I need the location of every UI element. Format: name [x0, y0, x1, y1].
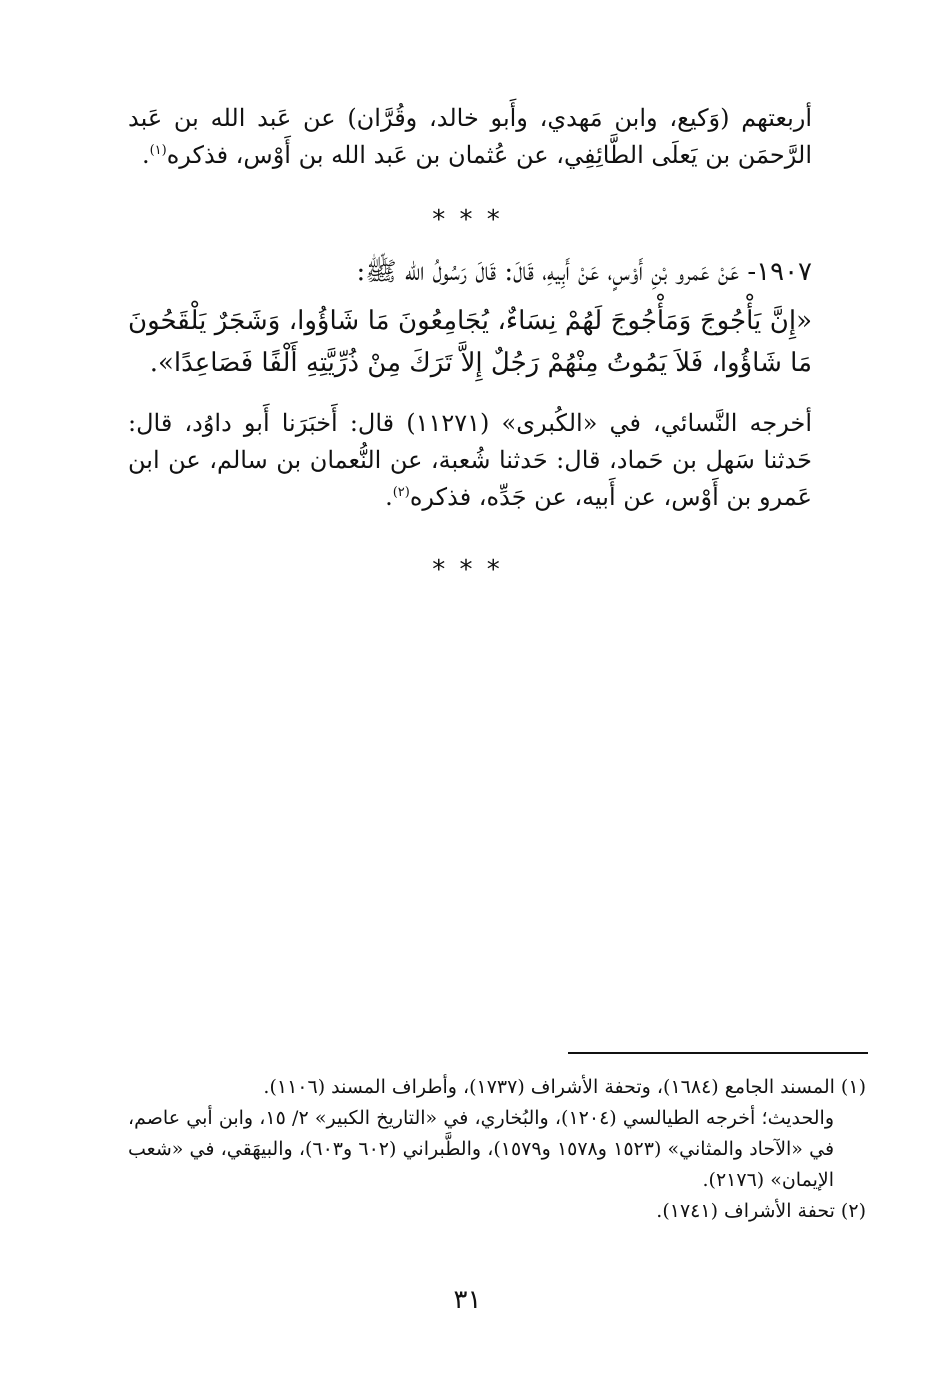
paragraph-takhrij	[128, 405, 812, 516]
hadith-text: «إِنَّ يَأْجُوجَ وَمَأْجُوجَ لَهُمْ نِسَاءٌ، يُجَامِعُونَ مَا شَاؤُوا، وَشَجَرٌ يَلْقَحُونَ مَا شَاؤُوا، فَلاَ يَمُوتُ مِنْهُمْ رَجُلٌ إِلاَّ تَرَكَ مِنْ ذُرِّيَّتِهِ أَلْفًا فَصَاعِدًا».	[128, 306, 812, 378]
footnotes	[128, 1072, 866, 1227]
footnote-ref-1: (١)	[149, 143, 167, 158]
paragraph-text: أربعتهم (وَكيع، وابن مَهدي، وأَبو خالد، وقُرَّان) عن عَبد الله بن عَبد الرَّحمَن بن يَعلَى الطَّائِفِي، عن عُثمان بن عَبد الله بن أَوْس، فذكره	[128, 104, 813, 169]
footnote-2: (٢) تحفة الأشراف (١٧٤١).	[656, 1200, 866, 1222]
hadith-heading: ١٩٠٧- عَنْ عَمرو بْنِ أَوْسٍ، عَنْ أَبِيهِ، قَالَ: قَالَ رَسُولُ الله ﷺ:	[356, 257, 812, 287]
section-separator: * * *	[432, 205, 503, 235]
paragraph-end: .	[141, 141, 150, 169]
paragraph-text: أخرجه النَّسائي، في «الكُبرى» (١١٢٧١) قال: أَخبَرَنا أَبو داوُد، قال: حَدثنا سَهل بن حَماد، قال: حَدثنا شُعبة، عن النُّعمان بن سالم، عن ابن عَمرو بن أَوْس، عن أَبيه، عن جَدِّه، فذكره	[128, 409, 812, 511]
paragraph-end: .	[385, 483, 393, 511]
footnote-1: (١) المسند الجامع (١٦٨٤)، وتحفة الأشراف (١٧٣٧)، وأطراف المسند (١١٠٦).	[263, 1076, 866, 1098]
section-separator: * * *	[432, 555, 503, 585]
footnote-1-continued: والحديث؛ أخرجه الطيالسي (١٢٠٤)، والبُخاري، في «التاريخ الكبير» ٢/ ١٥، وابن أبي عاصم، في «الآحاد والمثاني» (١٥٢٣ و١٥٧٨ و١٥٧٩)، والطَّبراني (٦٠٢ و٦٠٣)، والبيهَقي، في «شعب الإيمان» (٢١٧٦).	[128, 1107, 835, 1191]
paragraph-isnad-1	[128, 100, 812, 174]
page-number: ٣١	[453, 1285, 482, 1315]
footnote-divider	[568, 1052, 868, 1054]
footnote-ref-2: (٢)	[392, 485, 410, 500]
